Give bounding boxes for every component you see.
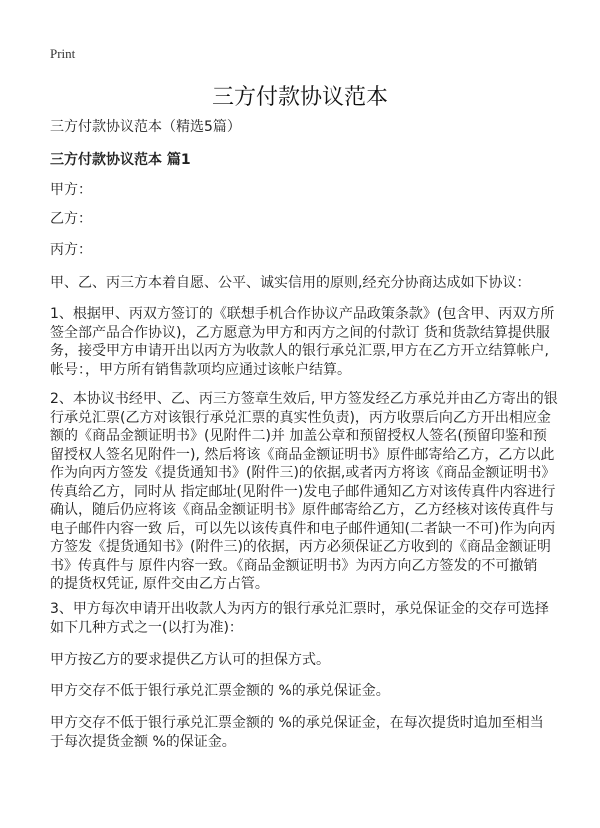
line: 甲方交存不低于银行承兑汇票金额的 %的承兑保证金，在每次提货时追加至相当 <box>50 715 544 731</box>
line: 如下几种方式之一(以打为准)： <box>50 619 243 636</box>
clause-1 <box>50 305 570 379</box>
line: 行承兑汇票(乙方对该银行承兑汇票的真实性负责)，丙方收票后向乙方开出相应金 <box>50 409 551 426</box>
line: 书》传真件与 原件内容一致。《商品金额证明书》为丙方向乙方签发的不可撤销 <box>50 557 538 574</box>
line: 确认，随后仍应将该《商品金额证明书》原件邮寄给乙方，乙方经核对该传真件与 <box>50 502 554 518</box>
line: 留授权人签名见附件一), 然后将该《商品金额证明书》原件邮寄给乙方，乙方以此 <box>50 446 555 463</box>
line: 的提货权凭证, 原件交由乙方占管。 <box>50 576 269 592</box>
line: 2、本协议书经甲、乙、丙三方签章生效后, 甲方签发经乙方承兑并由乙方寄出的银 <box>50 391 558 407</box>
line: 传真给乙方，同时从 指定邮址(见附件一)发电子邮件通知乙方对该传真件内容进行 <box>50 483 556 500</box>
section-heading: 三方付款协议范本 篇1 <box>50 152 191 168</box>
line: 1、根据甲、丙双方签订的《联想手机合作协议产品政策条款》(包含甲、丙双方所 <box>50 306 555 322</box>
line: 于每次提货金额 %的保证金。 <box>50 733 236 750</box>
print-link[interactable]: Print <box>50 46 76 61</box>
intro-paragraph: 甲、乙、丙三方本着自愿、公平、诚实信用的原则,经充分协商达成如下协议： <box>50 275 531 291</box>
option-3 <box>50 714 570 751</box>
party-a-label: 甲方： <box>50 182 92 198</box>
party-b-label: 乙方： <box>50 211 92 227</box>
clause-2 <box>50 390 570 594</box>
line: 签全部产品合作协议)，乙方愿意为甲方和丙方之间的付款订 货和货款结算提供服 <box>50 324 550 341</box>
line: 方签发《提货通知书》(附件三)的依据，丙方必须保证乙方收到的《商品金额证明 <box>50 539 551 555</box>
line: 3、甲方每次申请开出收款人为丙方的银行承兑汇票时，承兑保证金的交存可选择 <box>50 601 549 617</box>
line: 务，接受甲方申请开出以丙方为收款人的银行承兑汇票,甲方在乙方开立结算帐户, <box>50 343 549 359</box>
option-1: 甲方按乙方的要求提供乙方认可的担保方式。 <box>50 652 330 668</box>
line: 电子邮件内容一致 后，可以先以该传真件和电子邮件通知(二者缺一不可)作为向丙 <box>50 520 556 537</box>
party-c-label: 丙方： <box>50 242 92 258</box>
line: 作为向丙方签发《提货通知书》(附件三)的依据,或者丙方将该《商品金额证明书》 <box>50 465 556 481</box>
subtitle: 三方付款协议范本（精选5篇） <box>50 119 241 135</box>
document-title: 三方付款协议范本 <box>211 85 388 110</box>
option-2: 甲方交存不低于银行承兑汇票金额的 %的承兑保证金。 <box>50 683 390 699</box>
line: 额的《商品金额证明书》(见附件二)并 加盖公章和预留授权人签名(预留印鉴和预 <box>50 428 547 444</box>
line: 帐号：，甲方所有销售款项均应通过该帐户结算。 <box>50 361 351 378</box>
clause-3 <box>50 600 570 637</box>
